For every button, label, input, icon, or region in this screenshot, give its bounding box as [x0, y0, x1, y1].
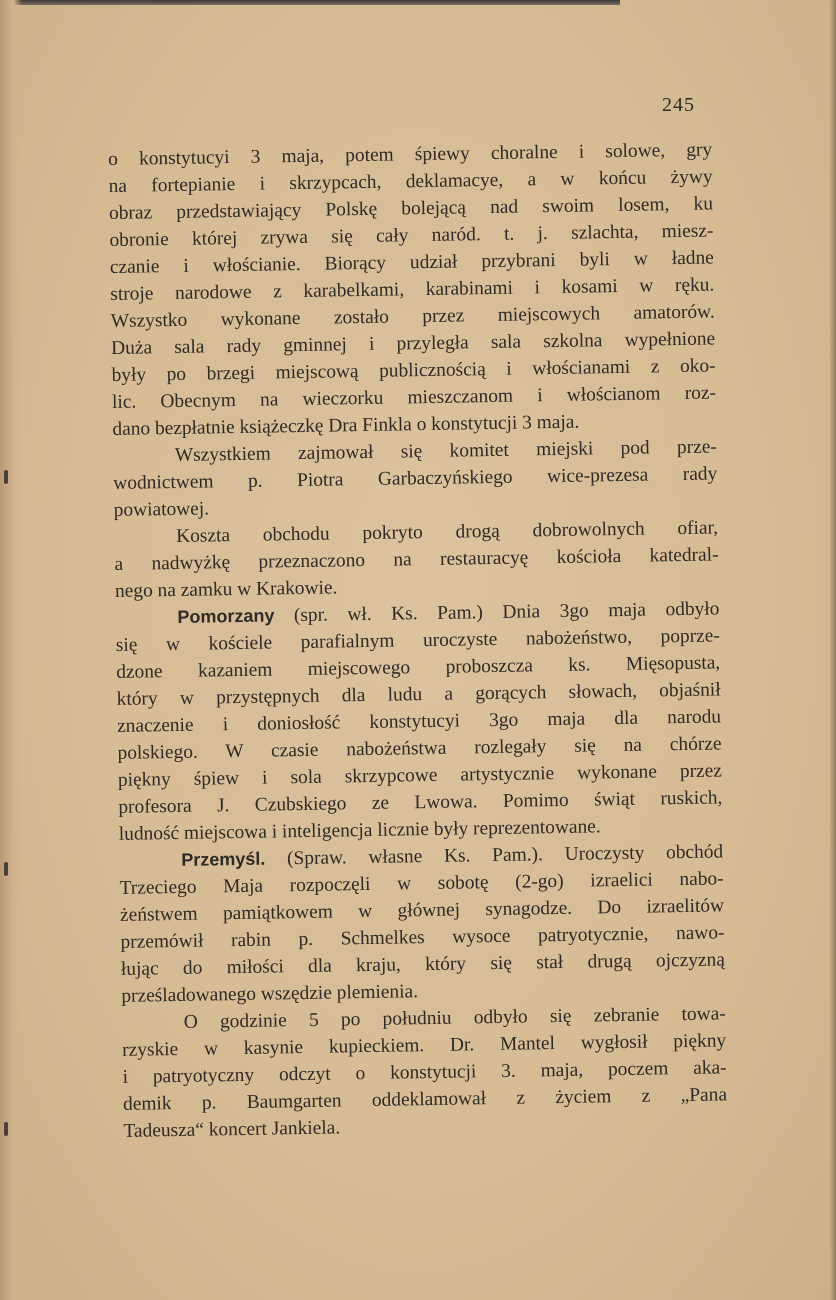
text-line-content: (spr. wł. Ks. Pam.) Dnia 3go maja odbyło [274, 598, 720, 627]
text-line-content: znaczenie i doniosłość konstytucyi 3go maja dla narodu [116, 706, 722, 737]
page-binding-edge [0, 0, 22, 1300]
text-line-content: (Spraw. własne Ks. Pam.). Uroczysty obchód [265, 841, 724, 870]
text-line-content: demik p. Baumgarten oddeklamował z życiem z „Pana [122, 1084, 728, 1115]
text-line-content: a nadwyżkę przeznaczono na restauracyę kościoła katedral- [114, 544, 719, 575]
text-line-content: powiatowej. [113, 498, 210, 521]
text-line-content: ludność miejscowa i inteligencja licznie były reprezentowane. [118, 816, 601, 845]
page-right-edge [830, 0, 836, 1300]
text-line-content: wodnictwem p. Piotra Garbaczyńskiego wice-prezesa rady [113, 463, 718, 494]
text-line-content: Tadeusza“ koncert Jankiela. [123, 1117, 341, 1142]
text-line-content: stroje narodowe z karabelkami, karabinami i kosami w ręku. [110, 274, 715, 305]
text-line-content: Wszystkiem zajmował się komitet miejski pod prze- [174, 436, 717, 466]
text-line-content: dano bezpłatnie książeczkę Dra Finkla o konstytucji 3 maja. [112, 411, 580, 440]
text-line-content: rzyskie w kasynie kupieckiem. Dr. Mantel wygłosił piękny [122, 1030, 727, 1061]
place-heading: Pomorzany [177, 605, 275, 627]
text-line-content: i patryotyczny odczyt o konstytucji 3. maja, poczem aka- [122, 1057, 727, 1088]
text-line-content: o konstytucyi 3 maja, potem śpiewy choralne i solowe, gry [108, 139, 713, 170]
place-heading: Przemyśl. [181, 848, 266, 870]
page-text-body [108, 137, 728, 1145]
text-line-content: który w przystępnych dla ludu a gorących słowach, objaśnił [116, 679, 721, 710]
binding-thread-mark [4, 1122, 8, 1136]
text-line-content: lic. Obecnym na wieczorku mieszczanom i włościanom roz- [111, 382, 717, 413]
text-line-content: Duża sala rady gminnej i przyległa sala szkolna wypełnione [111, 328, 716, 359]
text-line-content: Wszystko wykonane zostało przez miejscowych amatorów. [110, 301, 715, 332]
text-line-content: Koszta obchodu pokryto drogą dobrowolnych ofiar, [175, 517, 719, 547]
text-line-content: łując do miłości dla kraju, który się stał drugą ojczyzną [120, 949, 726, 980]
text-line-content: obronie której zrywa się cały naród. t. j. szlachta, miesz- [109, 220, 714, 251]
text-line-content: prześladowanego wszędzie plemienia. [121, 981, 419, 1007]
text-line-content: polskiego. W czasie nabożeństwa rozlegały się na chórze [117, 733, 722, 764]
text-line-content: profesora J. Czubskiego ze Lwowa. Pomimo świąt ruskich, [118, 787, 723, 818]
text-line-content: O godzinie 5 po południu odbyło się zebranie towa- [183, 1003, 726, 1033]
text-line-content: czanie i włościanie. Biorący udział przybrani byli w ładne [109, 247, 714, 278]
binding-thread-mark [4, 862, 8, 876]
text-line-content: na fortepianie i skrzypcach, deklamacye, a w końcu żywy [108, 166, 713, 197]
text-line-content: obraz przedstawiający Polskę bolejącą nad swoim losem, ku [108, 193, 714, 224]
text-line-content: się w kościele parafialnym uroczyste nabożeństwo, poprze- [115, 625, 720, 656]
text-line-content: były po brzegi miejscową publicznością i włościanami z oko- [111, 355, 716, 386]
text-line-content: Trzeciego Maja rozpoczęli w sobotę (2-go) izraelici nabo- [119, 868, 724, 899]
page-top-edge-shadow [0, 0, 620, 5]
text-line-content: nego na zamku w Krakowie. [114, 577, 338, 602]
text-line-content: dzone kazaniem miejscowego proboszcza ks. Mięsopusta, [116, 652, 721, 683]
text-line-content: przemówił rabin p. Schmelkes wysoce patryotycznie, nawo- [120, 922, 725, 953]
text-line-content: piękny śpiew i sola skrzypcowe artystycznie wykonane przez [117, 760, 723, 791]
text-line-content: żeństwem pamiątkowem w głównej synagodze. Do izraelitów [119, 895, 725, 926]
page-number: 245 [662, 94, 695, 116]
binding-thread-mark [4, 470, 8, 484]
